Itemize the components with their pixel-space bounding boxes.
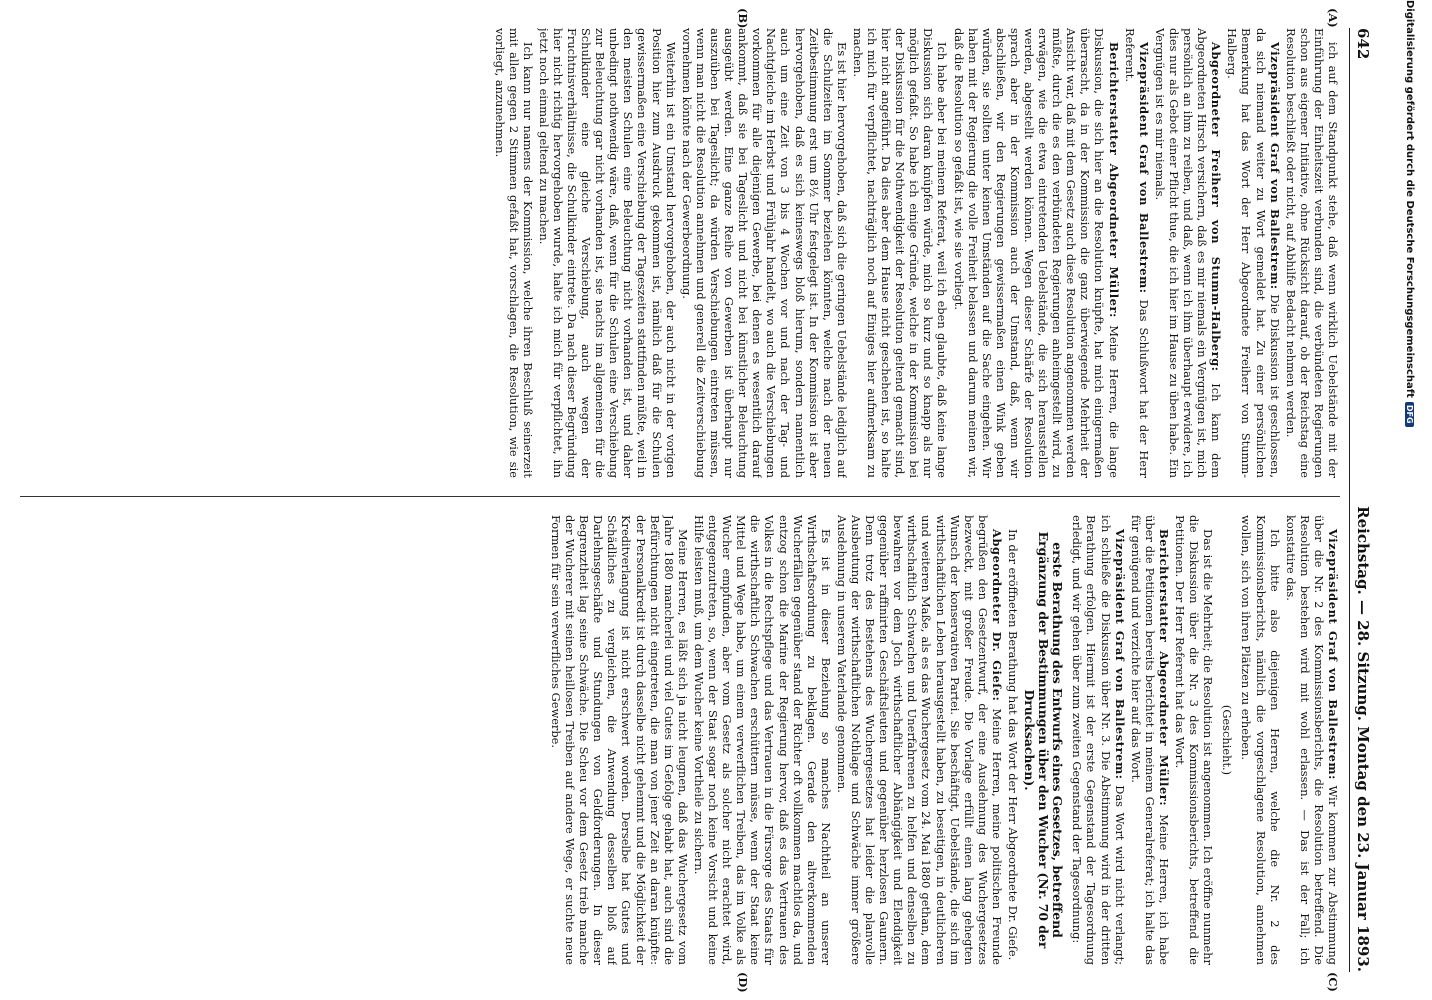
paragraph [1070,515,1126,965]
speech-text: Ich kann dem Abgeordneten Hirsch versichern, daß es mir niemals ein Vergnügen ist, mich persönlich an ihm zu reiben, und daß, wenn ich ihm überhaupt erwidere, ich dies nur als Gebot einer Pflicht thue, die ich hier im Hause zu üben habe. Ein Vergnügen ist es mir niemals. [1152,28,1224,478]
speaker-name: Abgeordneter Dr. Gieſe: [989,529,1004,702]
speaker-name: Berichterstatter Abgeordneter Müller: [1106,42,1121,318]
agenda-heading: erste Berathung des Entwurfs eines Gesetzes, betreffend Ergänzung der Bestimmungen über den Wucher (Nr. 70 der Drucksachen). [1022,531,1066,949]
running-title: Reichstag. — 28. Sitzung. Montag den 23. Januar 1893. [1354,506,1372,972]
speech-text: Wir kommen zur Abstimmung über die Nr. 2 des Kommissionsberichts, die Resolution betreffend. Die Resolution bestehen wird mit wohl erlassen. — Das ist der Fall; ich konstatire das. [1283,515,1340,965]
paragraph: Weiterhin ist ein Umstand hervorgehoben, der auch nicht in der vorigen Position hier zum Ausdruck gekommen ist, nämlich daß für die Schulen gewissermaßen eine Verschiebung der Tageszeiten stattfinden müßte, weil in den meisten Schulen eine Beleuchtung nicht vorhanden ist, und daher unbedingt nothwendig wäre, daß, wenn für die Schulen eine Verschiebung zur Beleuchtung gar nicht vorhanden ist, sie nachts im allgemeinen für die Schulkinder eine gleiche Verschiebung, auch wegen der Fruchtnisverhältnisse, die Schulkinder eintrete. Da nach dieser Begründung hier nicht richtig hervorgehoben wurde, halte ich mich für verpflichtet, ihn jetzt noch einmal geltend zu machen. [536,28,678,478]
paragraph [1153,28,1223,478]
column-divider [20,496,1340,497]
paragraph: Das ist die Mehrheit; die Resolution ist angenommen. Ich eröffne nunmehr die Diskussion über die Nr. 3 des Kommissionsberichts, betreffend die Petitionen. Der Herr Referent hat das Wort. [1173,515,1216,965]
margin-mark-b: (B) [736,8,750,29]
speaker-name: Abgeordneter Freiherr von Stumm-Halberg: [1209,42,1224,372]
paragraph [951,28,1120,478]
paragraph [835,515,1004,965]
speech-text: Meine Herren, die lange Diskussion, die sich hier an die Resolution knüpfte, hat mich einigermaßen überrascht, da in der Kommission die ganz überwiegende Mehrheit der Ansicht war, daß mit dem Gesetz auch diese Resolution angenommen werden müßte, durch die es den verbündeten Regierungen anheimgestellt wird, zu erwägen, wie die etwa eintretenden Uebelstände, die sich herausstellen werden, abgestellt werden können. Wegen dieser Schärfe der Resolution sprach aber in der Kommission auch der Umstand, daß, wenn wir abschließen, wir den Regierungen gewissermaßen einen Wink geben würden, sie sollten unter keinen Umständen auf die Sache eingehen. Wir haben mit der Regierung die volle Freiheit belassen und darum meinen wir, daß die Resolution so gefaßt ist, wie sie vorliegt. [951,28,1121,478]
left-column [20,28,1340,478]
speaker-name: Berichterstatter Abgeordneter Müller: [1156,529,1171,807]
margin-mark-a: (A) [1326,8,1340,28]
paragraph: ich auf dem Standpunkt stehe, daß wenn wirklich Uebelstände mit der Einführung der Einheitszeit verbunden sind, die verbündeten Regierungen schon aus eigener Initiative, ohne Rücksicht darauf, ob der Reichstag eine Resolution beschließt oder nicht, auf Abhilfe Bedacht nehmen werden. [1283,28,1340,478]
speaker-name: Vizepräsident Graf von Ballestrem: [1112,529,1127,780]
speech-text: Das Schlußwort hat der Herr Referent. [1122,28,1151,478]
paragraph: In der eröffneten Berathung hat das Wort der Herr Abgeordnete Dr. Gieſe. [1006,529,1021,961]
credit-text: Digitalisierung gefördert durch die Deutsche Forschungsgemeinschaft [1404,0,1415,398]
page-number: 642 [1354,28,1372,60]
paragraph [1225,28,1281,478]
dfg-logo-icon: DFG [1405,402,1414,427]
speech-text: Meine Herren, ich habe über die Petitionen bereits berichtet in meinem Generalreferat; ich halte das für genügend und verzichte hier auf das Wort. [1128,515,1171,965]
paragraph: Ich bitte also diejenigen Herren, welche die Nr. 2 des Kommissionsberichts, nämlich die vorgeschlagene Resolution, annehmen wollen, sich von ihren Plätzen zu erheben. [1239,515,1282,965]
page-header [1349,28,1382,972]
margin-mark-c: (C) [1326,972,1340,992]
speech-text: Meine Herren, meine politischen Freunde begrüßen den Gesetzentwurf, der eine Ausdehnung des Wuchergesetzes bezweckt, mit großer Freude. Die Vorlage erfüllt einen lang gehegten Wunsch der konservativen Partei. Sie beschäftigt, Uebelstände, die sich im wirthschaftlichen Leben herausgestellt haben, zu beseitigen, in deutlicheren und weiteren Maße, als es das Wuchergesetz vom 24. Mai 1880 gethan, dem wirthschaftlich Schwachen und Unerfahrenen zu helfen und denselben zu bewahren vor dem Joch wirthschaftlicher Abhängigkeit und Elendigkeit gegenüber raffinirten Geschäftsleuten und gegenüber herzlosen Gaunern. Denn trotz des Bestehens des Wuchergesetzes hat leider die planvolle Ausbeutung der wirthschaftlichen Nothlage und Schwäche immer größere Ausdehnung in unserem Vaterlande genommen. [834,515,1004,965]
paragraph: Meine Herren, es läßt sich ja nicht leugnen, daß das Wuchergesetz vom Jahre 1880 mancherlei und viel Gutes im Gefolge gehabt hat, auch sind die Befürchtungen nicht eingetreten, die man von jener Zeit an daran knüpfte: der Personalkredit ist durch dasselbe nicht gehemmt und die Möglichkeit der Kreditverlangung ist nicht erschwert worden. Derselbe hat Gutes und Schädliches zu vergleichen, die Anwendung desselben bloß auf Darlehnsgeschäfte und Stundungen von Geldforderungen. In dieser Begrenztheit lag seine Schwäche. Die Scheu vor dem Gesetz trieb manche der Wucherer mit seinen heillosen Treiben auf andere Wege, er suchte neue Formen für sein verwerfliches Gewerbe. [549,515,690,965]
paragraph: Ich habe aber bei meinem Referat, weil ich eben glaubte, daß keine lange Diskussion sich daran knüpfen würde, mich so kurz und so knapp als nur möglich gefaßt. So habe ich einige Gründe, welche in der Kommission bei der Diskussion für die Nothwendigkeit der Resolution geltend gemacht sind, hier nicht angeführt. Da dies aber dem Hause nicht geschehen ist, so halte ich mich für verpflichtet, nachträglich noch auf Einiges hier aufmerksam zu machen. [850,28,950,478]
margin-mark-d: (D) [736,972,750,993]
paragraph: Ich kann nur namens der Kommission, welche ihren Beschluß seinerzeit mit allen gegen 2 Stimmen gefaßt hat, vorschlagen, die Resolution, wie sie vorliegt, anzunehmen. [492,28,535,478]
paragraph [1123,28,1151,478]
right-column [20,515,1340,965]
speaker-name: Vizepräsident Graf von Ballestrem: [1136,42,1151,294]
speech-text: Die Diskussion ist geschlossen, da sich niemand weiter zu Wort gemeldet hat. Zu einer persönlichen Bemerkung hat das Wort der Herr Abgeordnete Freiherr von Stumm-Halberg. [1225,28,1282,478]
paragraph [1284,515,1340,965]
speaker-name: Vizepräsident Graf von Ballestrem: [1326,529,1340,780]
paragraph: Es ist in dieser Beziehung so manches Nachtheil an unserer Wirthschaftsordnung zu beklagen. Gerade den altverkommenden Wucherfällen gegenüber stand der Richter oft vollkommen machtlos da, und entzog schon die Marine der Regierung hervor, daß es das Vertrauen des Volkes in die Rechtspflege und das Vertrauen in die Fürsorge des Staats für die wirthschaftlich Schwachen erschüttern müsse, wenn der Staat keine Mittel und Wege habe, um einem verwerflichen Treiben, das im Volke als Wucher empfunden, aber vom Gesetz als solcher nicht erachtet wird, entgegenzutreten, so, wenn der Staat sogar noch keine Vorsicht und keine Hilfe leisten muß, um dem Wucher keine Vortheile zu sichern. [691,515,833,965]
stage-direction: (Geschieht.) [1220,704,1235,776]
paragraph: Es ist hier hervorgehoben, daß sich die geringen Uebelstände lediglich auf die Schulzeiten im Sommer beziehen könnten, welche nach der neuen Zeitbestimmung erst um 8½ Uhr festgelegt ist. In der Kommission ist aber hervorgehoben, daß es sich keineswegs bloß hierum, sondern namentlich auch um eine Zeit von 3 bis 4 Wochen vor und nach der Tag- und Nachtgleiche im Herbst und Frühjahr handelt, wo auch die Verschiebungen vorkommen für alle diejenigen Gewerbe, bei denen es wesentlich darauf ankommt, daß sie bei Tageslicht und nicht bei künstlicher Beleuchtung ausgeübt werden. Eine ganze Reihe von Gewerben ist überhaupt nur auszuüben bei Tageslicht; da würden Verschiebungen eintreten müssen, wenn man nicht die Resolution annehmen und generell die Zeitverschiebung vornehmen könnte nach der Gewerbeordnung. [679,28,849,478]
paragraph [1129,515,1171,965]
speech-text: Das Wort wird nicht verlangt; ich schließe die Diskussion über Nr. 3. Die Abstimmung wird in der dritten Berathung erfolgen. Hiermit ist der erste Gegenstand der Tagesordnung erledigt, und wir gehen über zum zweiten Gegenstand der Tagesordnung: [1070,515,1127,965]
speaker-name: Vizepräsident Graf von Ballestrem: [1267,42,1282,290]
digitization-credit [1401,0,1415,1000]
